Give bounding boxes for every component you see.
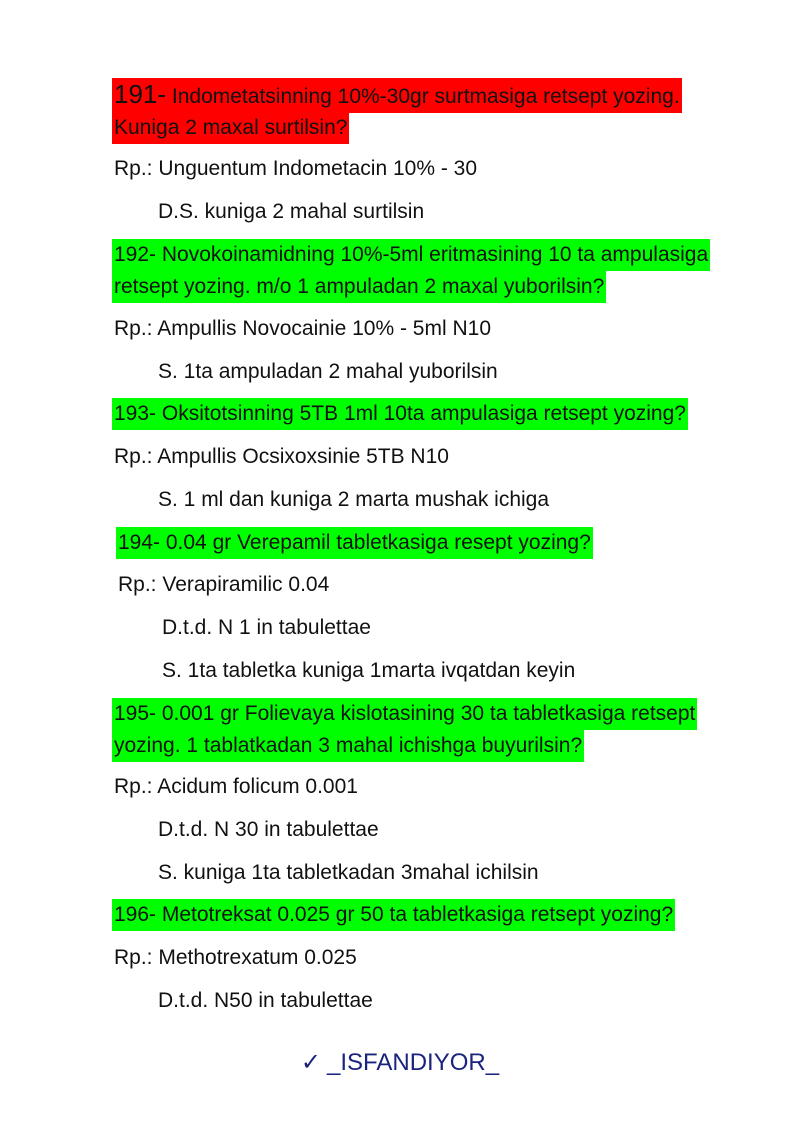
prescription-rp: Rp.: Ampullis Ocsixoxsinie 5TB N10: [114, 445, 449, 468]
footer-author: _ISFANDIYOR_: [327, 1049, 500, 1076]
highlight-green: retsept yozing. m/o 1 ampuladan 2 maxal yuborilsin?: [112, 271, 606, 303]
question-195-line1: [112, 698, 697, 730]
footer-signature: [0, 1046, 800, 1080]
prescription-rp: Rp.: Acidum folicum 0.001: [114, 775, 358, 798]
prescription-rp: Rp.: Methotrexatum 0.025: [114, 946, 357, 969]
highlight-green: 196- Metotreksat 0.025 gr 50 ta tabletkasiga retsept yozing?: [112, 899, 675, 931]
question-191-line1: [112, 78, 682, 110]
question-194: [116, 527, 593, 559]
question-191-line2: [112, 112, 349, 144]
question-193: [112, 398, 688, 430]
prescription-sig: S. 1 ml dan kuniga 2 marta mushak ichiga: [158, 488, 550, 511]
prescription-dtd: D.t.d. N 30 in tabulettae: [158, 818, 379, 841]
highlight-green: yozing. 1 tablatkadan 3 mahal ichishga buyurilsin?: [112, 730, 584, 762]
highlight-green: 194- 0.04 gr Verepamil tabletkasiga resept yozing?: [116, 527, 593, 559]
highlight-green: 195- 0.001 gr Folievaya kislotasining 30 ta tabletkasiga retsept: [112, 698, 697, 730]
highlight-red: Kuniga 2 maxal surtilsin?: [112, 112, 349, 144]
highlight-red: 191- Indometatsinning 10%-30gr surtmasiga retsept yozing.: [112, 78, 682, 113]
question-number: 191-: [114, 79, 167, 109]
prescription-dtd: D.t.d. N50 in tabulettae: [158, 989, 373, 1012]
prescription-dtd: D.t.d. N 1 in tabulettae: [162, 616, 371, 639]
prescription-sig: D.S. kuniga 2 mahal surtilsin: [158, 200, 425, 223]
highlight-green: 193- Oksitotsinning 5TB 1ml 10ta ampulasiga retsept yozing?: [112, 398, 688, 430]
prescription-rp: Rp.: Ampullis Novocainie 10% - 5ml N10: [114, 317, 491, 340]
prescription-sig: S. 1ta tabletka kuniga 1marta ivqatdan keyin: [162, 659, 576, 682]
prescription-sig: S. 1ta ampuladan 2 mahal yuborilsin: [158, 360, 498, 383]
question-196: [112, 899, 675, 931]
prescription-rp: Rp.: Verapiramilic 0.04: [118, 573, 330, 596]
highlight-green: 192- Novokoinamidning 10%-5ml eritmasining 10 ta ampulasiga: [112, 239, 710, 271]
question-192-line1: [112, 239, 710, 271]
prescription-rp: Rp.: Unguentum Indometacin 10% - 30: [114, 157, 478, 180]
prescription-sig: S. kuniga 1ta tabletkadan 3mahal ichilsin: [158, 861, 539, 884]
checkmark-icon: ✓: [300, 1049, 322, 1076]
question-195-line2: [112, 730, 584, 762]
question-192-line2: [112, 271, 606, 303]
